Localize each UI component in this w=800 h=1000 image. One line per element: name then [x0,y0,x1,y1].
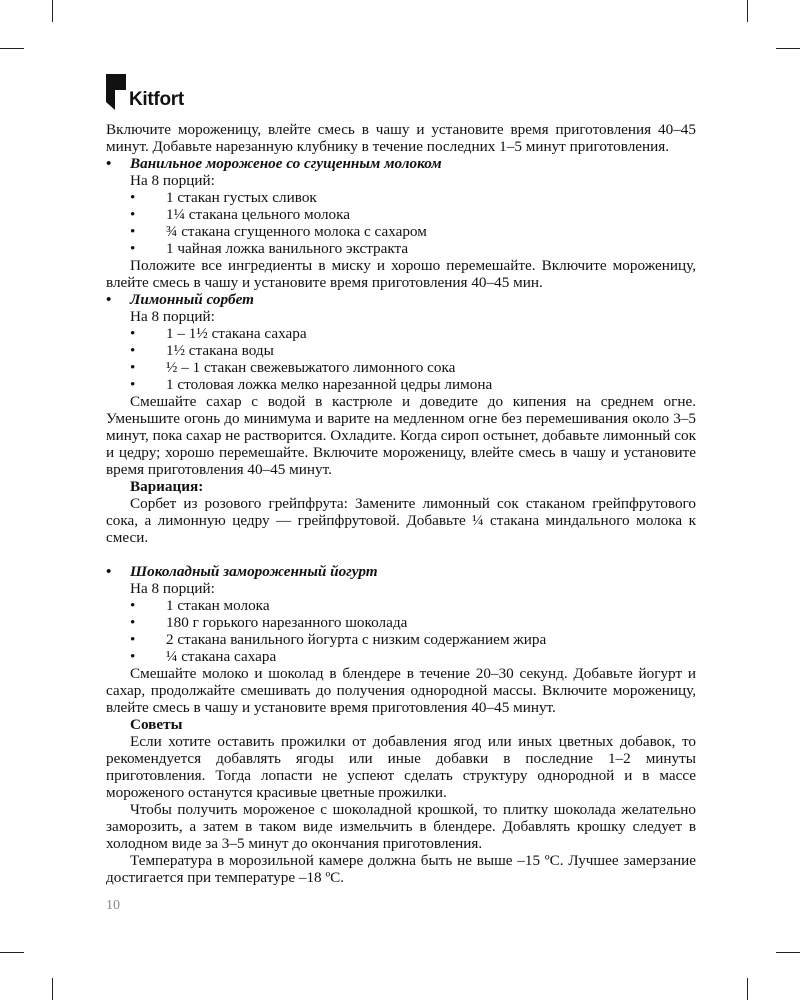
page-content [106,121,696,886]
ingredient-text: 2 стакана ванильного йогурта с низким содержанием жира [166,631,547,648]
crop-mark [0,952,24,953]
bullet-icon: • [130,359,136,376]
list-item [106,648,696,665]
list-item [106,342,696,359]
bullet-icon: • [106,563,112,580]
recipe-title [106,155,696,172]
list-item [106,376,696,393]
list-item [106,189,696,206]
bullet-icon: • [130,597,136,614]
bullet-icon: • [130,376,136,393]
list-item [106,240,696,257]
ingredient-text: 180 г горького нарезанного шоколада [166,614,408,631]
list-item [106,325,696,342]
tips-title: Советы [130,716,183,733]
recipe-title-text: Лимонный сорбет [130,291,254,308]
recipe-title [106,291,696,308]
ingredient-text: 1 чайная ложка ванильного экстракта [166,240,409,257]
list-item [106,223,696,240]
servings: На 8 порций: [130,580,215,597]
recipe-instructions: Смешайте сахар с водой в кастрюле и доведите до кипения на среднем огне. Уменьшите огонь до минимума и варите на медленном огне без перемешивания около 3–5 минут, пока сахар не растворится. Охладите. Когда сироп остынет, добавьте лимонный сок и цедру; хорошо перемешайте. Включите мороженицу, влейте смесь в чашу и установите время приготовления 40–45 минут. [106,393,696,478]
crop-mark [776,952,800,953]
crop-mark [776,48,800,49]
intro-paragraph: Включите мороженицу, влейте смесь в чашу и установите время приготовления 40–45 минут. Добавьте нарезанную клубнику в течение последних 1–5 минут приготовления. [106,121,696,155]
kitfort-logo-icon [106,74,126,110]
ingredient-text: 1 столовая ложка мелко нарезанной цедры лимона [166,376,493,393]
ingredient-text: 1 – 1½ стакана сахара [166,325,307,342]
crop-mark [747,0,748,22]
variation-label: Вариация: [130,478,204,495]
crop-mark [0,48,24,49]
page-number: 10 [106,898,120,913]
crop-mark [747,978,748,1000]
tips-paragraph: Если хотите оставить прожилки от добавления ягод или иных цветных добавок, то рекомендуется добавлять ягоды или иные добавки в последние 1–2 минуты приготовления. Тогда лопасти не успеют сделать структуру однородной и в массе мороженого останутся красивые цветные прожилки. [106,733,696,801]
tips-paragraph: Температура в морозильной камере должна быть не выше –15 ºС. Лучшее замерзание достигается при температуре –18 ºС. [106,852,696,886]
recipe-instructions: Смешайте молоко и шоколад в блендере в течение 20–30 секунд. Добавьте йогурт и сахар, продолжайте смешивать до получения однородной массы. Включите мороженицу, влейте смесь в чашу и установите время приготовления 40–45 минут. [106,665,696,716]
recipe-title-text: Ванильное мороженое со сгущенным молоком [130,155,442,172]
bullet-icon: • [130,342,136,359]
brand-logo [106,74,184,110]
list-item [106,359,696,376]
bullet-icon: • [130,223,136,240]
recipe-instructions: Положите все ингредиенты в миску и хорошо перемешайте. Включите мороженицу, влейте смесь в чашу и установите время приготовления 40–45 мин. [106,257,696,291]
crop-mark [52,978,53,1000]
list-item [106,206,696,223]
bullet-icon: • [130,189,136,206]
list-item [106,631,696,648]
bullet-icon: • [130,648,136,665]
ingredient-text: ½ – 1 стакан свежевыжатого лимонного сока [166,359,456,376]
servings: На 8 порций: [130,172,215,189]
bullet-icon: • [130,614,136,631]
ingredient-text: 1¼ стакана цельного молока [166,206,351,223]
list-item [106,614,696,631]
spacer [106,546,696,563]
bullet-icon: • [130,240,136,257]
servings: На 8 порций: [130,308,215,325]
bullet-icon: • [106,155,112,172]
brand-name: Kitfort [129,89,184,110]
crop-mark [52,0,53,22]
ingredient-text: 1 стакан густых сливок [166,189,317,206]
bullet-icon: • [130,206,136,223]
bullet-icon: • [130,325,136,342]
recipe-title-text: Шоколадный замороженный йогурт [130,563,378,580]
ingredient-text: 1 стакан молока [166,597,270,614]
variation-text: Сорбет из розового грейпфрута: Замените лимонный сок стаканом грейпфрутового сока, а лимонную цедру — грейпфрутовой. Добавьте ¼ стакана миндального молока к смеси. [106,495,696,546]
ingredient-text: ¼ стакана сахара [166,648,277,665]
recipe-title [106,563,696,580]
bullet-icon: • [106,291,112,308]
ingredient-text: ¾ стакана сгущенного молока с сахаром [166,223,427,240]
bullet-icon: • [130,631,136,648]
ingredient-text: 1½ стакана воды [166,342,274,359]
tips-paragraph: Чтобы получить мороженое с шоколадной крошкой, то плитку шоколада желательно заморозить, а затем в таком виде измельчить в блендере. Добавлять крошку следует в холодном виде за 3–5 минут до окончания приготовления. [106,801,696,852]
list-item [106,597,696,614]
